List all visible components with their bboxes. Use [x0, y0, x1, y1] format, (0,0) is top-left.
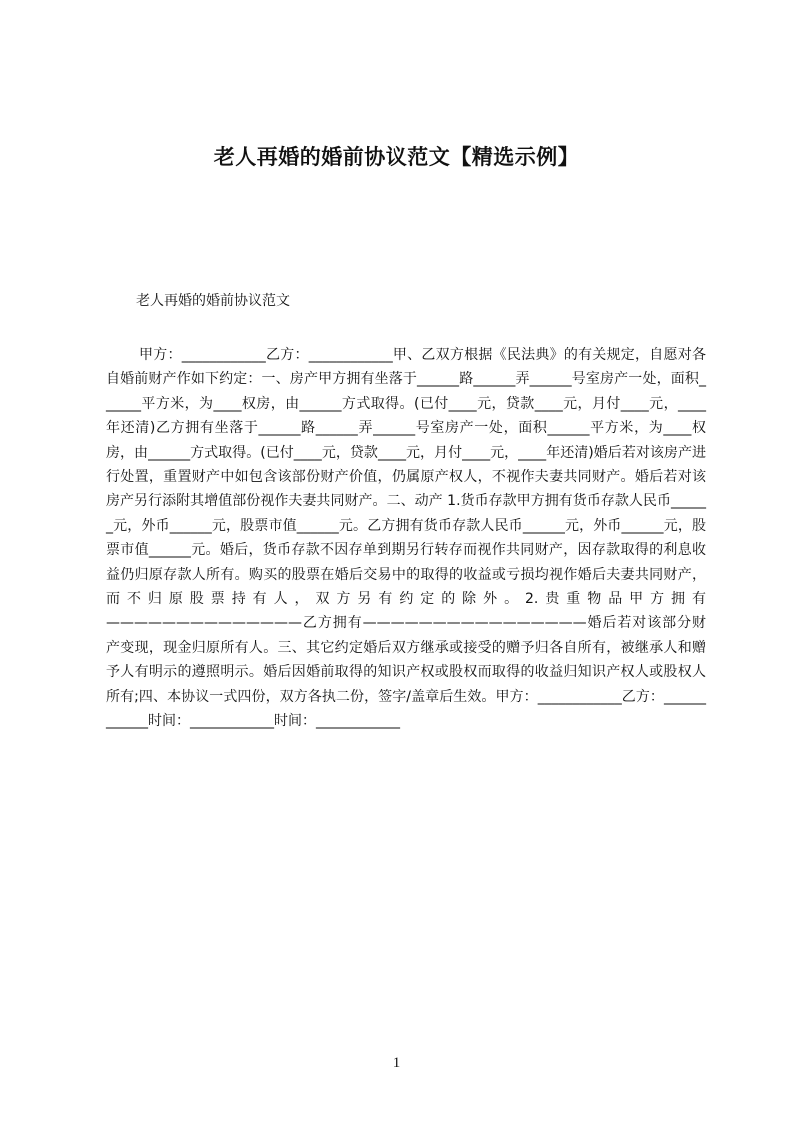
agreement-body: 甲方：____________乙方：____________甲、乙双方根据《民法典》的有关规定，自愿对各自婚前财产作如下约定：一、房产甲方拥有坐落于______路______弄______号室房产一处，面积______平方米，为____权房，由______方式取得。(已付____元，贷款____元，月付____元，____年还清)乙方拥有坐落于______路______弄______号室房产一处，面积______平方米，为____权房，由______方式取得。(已付____元，贷款____元，月付____元，____年还清)婚后若对该房产进行处置，重置财产中如包含该部份财产价值，仍属原产权人，不视作夫妻共同财产。婚后若对该房产另行添附其增值部份视作夫妻共同财产。二、动产 1.货币存款甲方拥有货币存款人民币______元，外币______元，股票市值______元。乙方拥有货币存款人民币______元，外币______元，股票市值______元。婚后，货币存款不因存单到期另行转存而视作共同财产，因存款取得的利息收益仍归原存款人所有。购买的股票在婚后交易中的取得的收益或亏损均视作婚后夫妻共同财产，而不归原股票持有人，双方另有约定的除外。2.贵重物品甲方拥有——————————————乙方拥有————————————————婚后若对该部分财产变现，现金归原所有人。三、其它约定婚后双方继承或接受的赠予归各自所有，被继承人和赠予人有明示的遵照明示。婚后因婚前取得的知识产权或股权而取得的收益归知识产权人或股权人所有;四、本协议一式四份，双方各执二份，签字/盖章后生效。甲方：____________乙方：____________时间：____________时间：____________	[106, 347, 706, 730]
document-subtitle: 老人再婚的婚前协议范文	[136, 293, 290, 309]
page-number: 1	[392, 1055, 401, 1071]
document-title: 老人再婚的婚前协议范文【精选示例】	[213, 145, 580, 169]
